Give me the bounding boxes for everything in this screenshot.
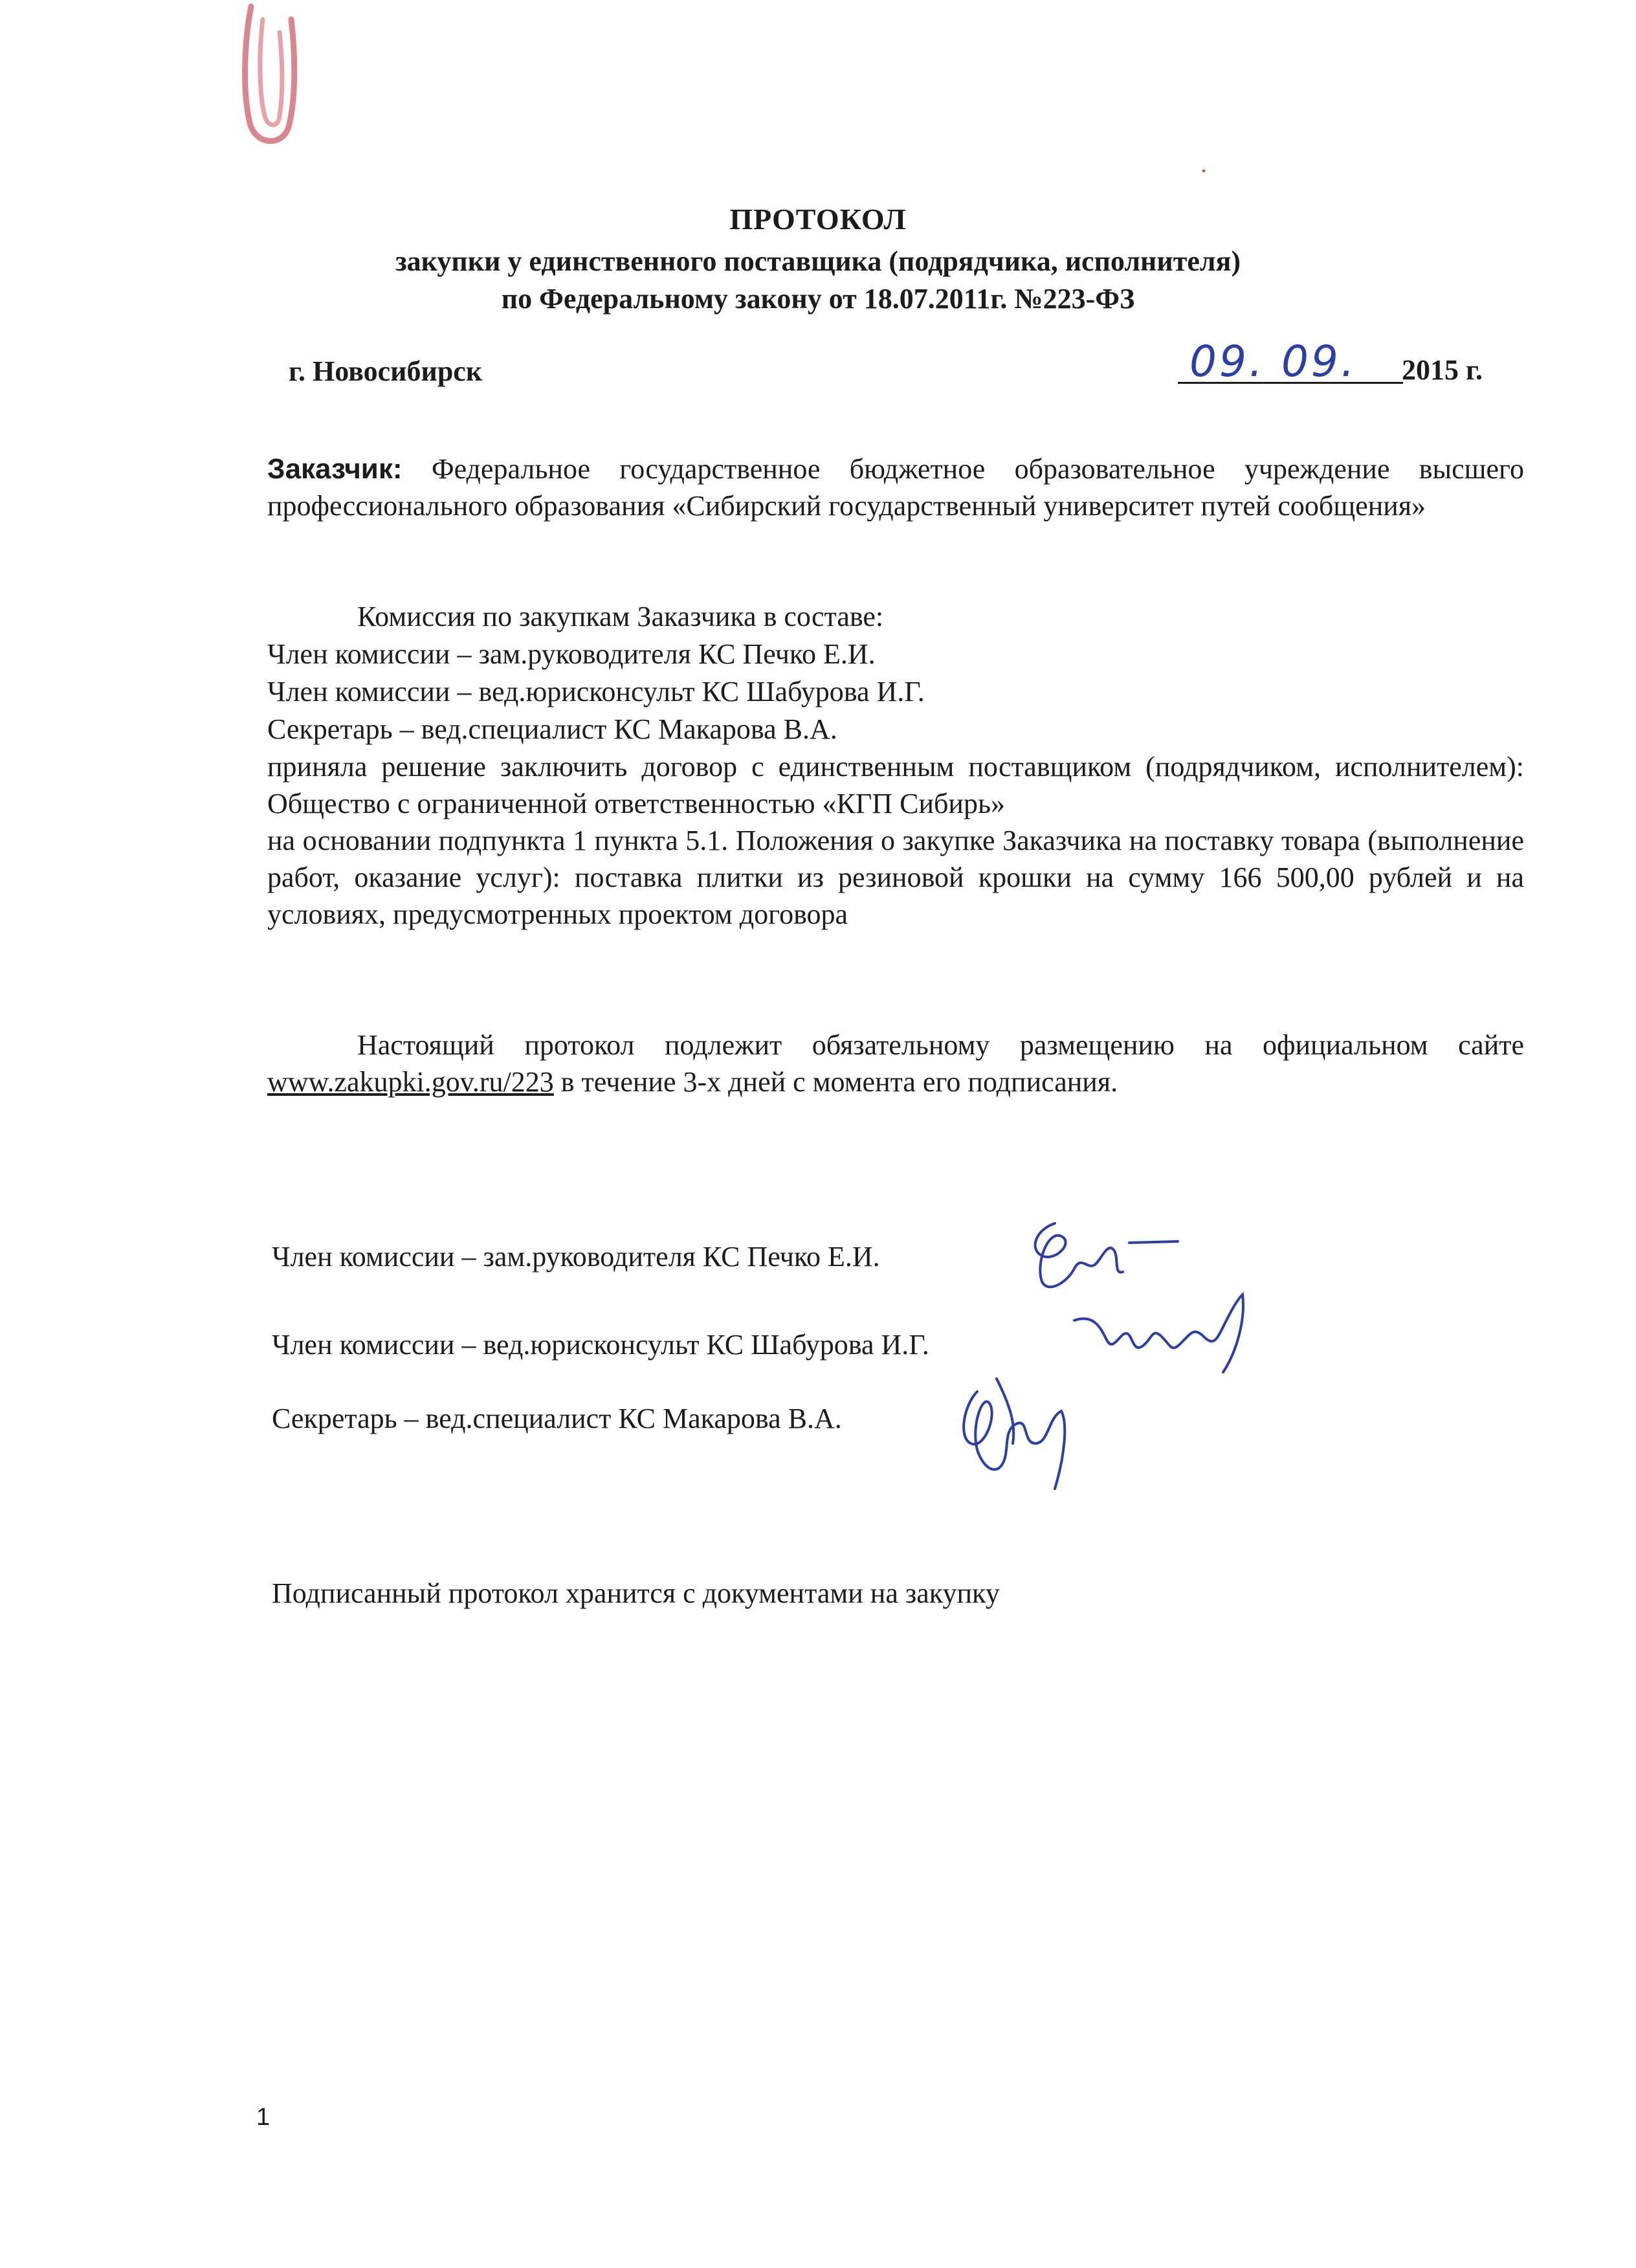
handwritten-date: 09. 09. <box>1189 337 1357 386</box>
commission-member: Секретарь – вед.специалист КС Макарова В.А. <box>267 713 837 745</box>
red-speck <box>1202 170 1205 172</box>
basis-paragraph: на основании подпункта 1 пункта 5.1. Положения о закупке Заказчика на поставку товара (выполнение работ, оказание услуг): поставка плитки из резиновой крошки на сумму 166 500,00 рублей и на условиях, предусмотренных проектом договора <box>267 825 1524 930</box>
publication-text-before: Настоящий протокол подлежит обязательному размещению на официальном сайте <box>357 1029 1524 1061</box>
date-field <box>1175 337 1512 388</box>
signature-makarova <box>951 1366 1107 1495</box>
document-subtitle-line2: по Федеральному закону от 18.07.2011г. №223-ФЗ <box>501 283 1135 315</box>
signature-shaburova <box>1068 1282 1262 1379</box>
date-underline <box>1178 382 1403 384</box>
publication-paragraph <box>267 1027 1524 1100</box>
commission-member: Член комиссии – вед.юрисконсульт КС Шабурова И.Г. <box>267 676 925 707</box>
commission-member: Член комиссии – зам.руководителя КС Печко Е.И. <box>267 638 876 670</box>
signatory-line: Член комиссии – вед.юрисконсульт КС Шабурова И.Г. <box>272 1329 929 1361</box>
customer-text: Федеральное государственное бюджетное образовательное учреждение высшего профессионального образования «Сибирский государственный университет путей сообщения» <box>267 453 1525 522</box>
customer-label: Заказчик: <box>267 453 403 485</box>
footer-note: Подписанный протокол хранится с документами на закупку <box>272 1577 1000 1609</box>
signatory-line: Член комиссии – зам.руководителя КС Печко Е.И. <box>272 1241 880 1273</box>
paperclip-icon <box>233 0 304 155</box>
zakupki-link[interactable]: www.zakupki.gov.ru/223 <box>267 1066 554 1098</box>
document-subtitle-line1: закупки у единственного поставщика (подрядчика, исполнителя) <box>395 245 1241 277</box>
decision-paragraph: приняла решение заключить договор с единственным поставщиком (подрядчиком, исполнителем): Общество с ограниченной ответственностью «КГП Сибирь» <box>267 751 1524 819</box>
signatory-line: Секретарь – вед.специалист КС Макарова В.А. <box>272 1403 842 1434</box>
date-year: 2015 г. <box>1402 354 1483 386</box>
commission-intro: Комиссия по закупкам Заказчика в составе: <box>357 601 884 632</box>
publication-text-after: в течение 3-х дней с момента его подписания. <box>553 1066 1118 1098</box>
page-number: 1 <box>256 2104 271 2131</box>
customer-paragraph <box>267 450 1524 524</box>
city: г. Новосибирск <box>289 355 483 387</box>
document-title: ПРОТОКОЛ <box>729 203 907 236</box>
